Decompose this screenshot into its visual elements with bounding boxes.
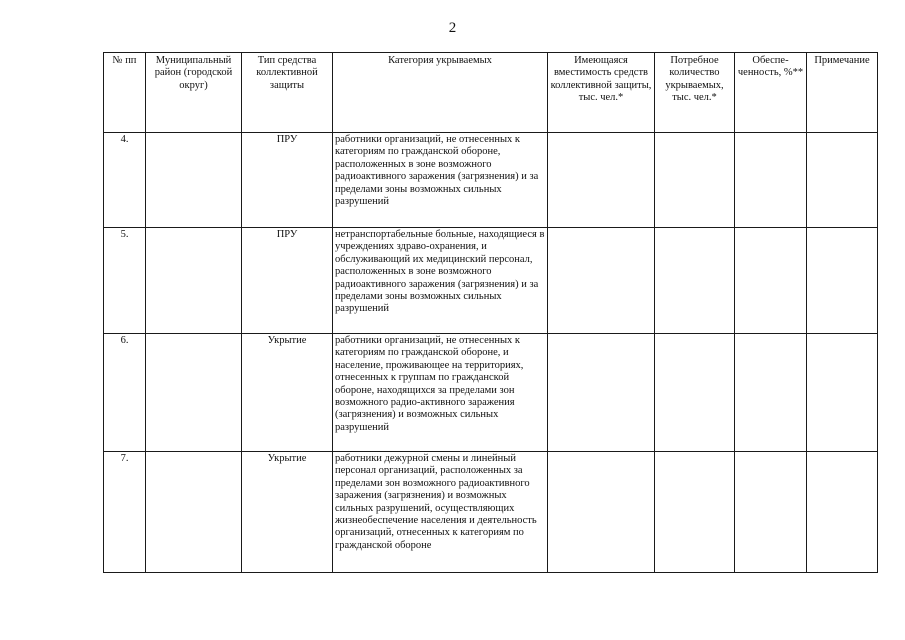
header-category: Категория укрываемых [333, 53, 548, 133]
row-provision [735, 334, 807, 452]
row-needed [655, 452, 735, 573]
row-district [146, 452, 242, 573]
row-category: работники дежурной смены и линейный персонал организаций, расположенных за пределами зон возможного радиоактивного заражения (загрязнения) и возможных сильных разрушений, осуществляющих жизнеобеспечение населения и деятельность организаций, отнесенных к категориям по гражданской обороне [333, 452, 548, 573]
row-needed [655, 228, 735, 334]
row-district [146, 133, 242, 228]
row-category: работники организаций, не отнесенных к категориям по гражданской обороне, и население, проживающее на территориях, отнесенных к группам по гражданской обороне, находящихся за пределами зон возможного радио-активного заражения (загрязнения) и возможных сильных разрушений [333, 334, 548, 452]
row-capacity [548, 228, 655, 334]
header-capacity: Имеющаяся вместимость средств коллективной защиты, тыс. чел.* [548, 53, 655, 133]
row-category: работники организаций, не отнесенных к категориям по гражданской обороне, расположенных в зоне возможного радиоактивного заражения (загрязнения) и за пределами зоны возможных сильных разрушений [333, 133, 548, 228]
row-needed [655, 334, 735, 452]
row-note [807, 334, 878, 452]
table-row [104, 452, 878, 573]
row-provision [735, 452, 807, 573]
table-row [104, 133, 878, 228]
header-needed: Потребное количество укрываемых, тыс. чел.* [655, 53, 735, 133]
row-type: Укрытие [242, 334, 333, 452]
row-num: 7. [104, 452, 146, 573]
row-num: 4. [104, 133, 146, 228]
row-type: ПРУ [242, 228, 333, 334]
row-type: ПРУ [242, 133, 333, 228]
row-capacity [548, 452, 655, 573]
row-num: 6. [104, 334, 146, 452]
row-capacity [548, 334, 655, 452]
row-provision [735, 133, 807, 228]
table-row [104, 334, 878, 452]
row-num: 5. [104, 228, 146, 334]
row-note [807, 452, 878, 573]
row-district [146, 334, 242, 452]
header-provision: Обеспе-ченность, %** [735, 53, 807, 133]
page-number: 2 [448, 20, 457, 36]
header-num: № пп [104, 53, 146, 133]
row-note [807, 228, 878, 334]
row-type: Укрытие [242, 452, 333, 573]
row-category: нетранспортабельные больные, находящиеся в учреждениях здраво-охранения, и обслуживающий их медицинский персонал, расположенных в зоне возможного радиоактивного заражения (загрязнения) и за пределами зоны возможных сильных разрушений [333, 228, 548, 334]
header-district: Муниципальный район (городской округ) [146, 53, 242, 133]
row-district [146, 228, 242, 334]
row-note [807, 133, 878, 228]
row-needed [655, 133, 735, 228]
table-row [104, 228, 878, 334]
header-type: Тип средства коллективной защиты [242, 53, 333, 133]
row-provision [735, 228, 807, 334]
row-capacity [548, 133, 655, 228]
shelter-table [103, 52, 878, 573]
header-row [104, 53, 878, 133]
header-note: Примечание [807, 53, 878, 133]
